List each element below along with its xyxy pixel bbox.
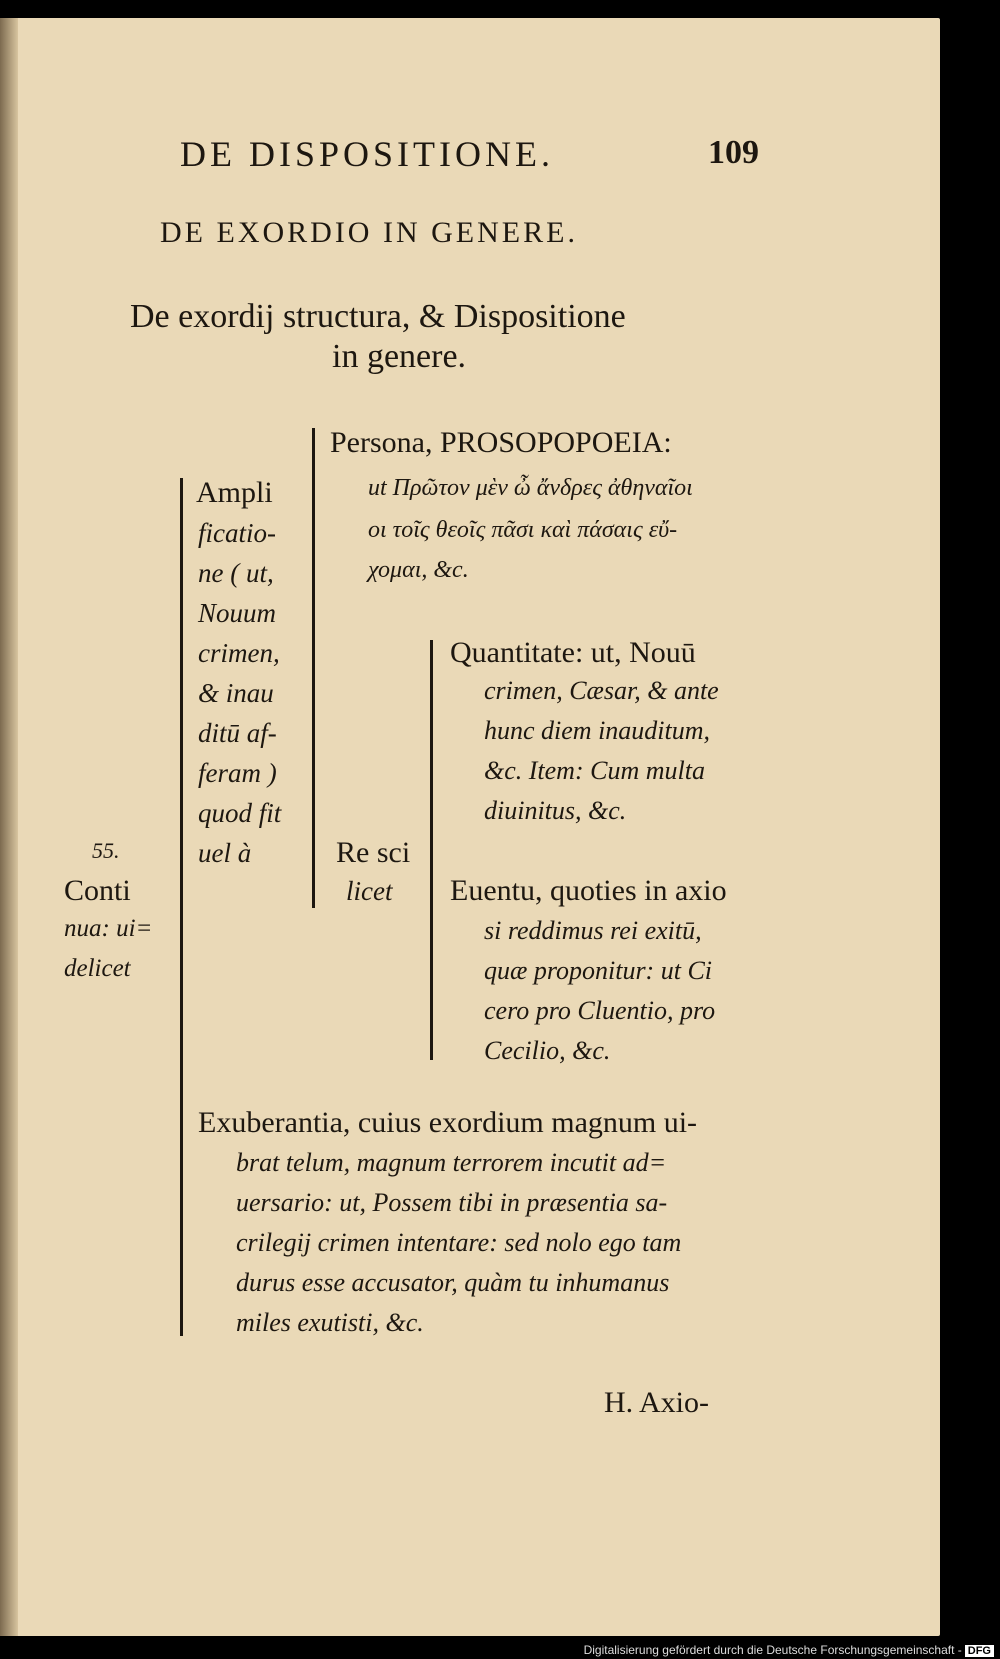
exub-line-2: brat telum, magnum terrorem incutit ad= (236, 1148, 667, 1177)
left-line-2: nua: ui= (64, 915, 153, 942)
book-page (0, 18, 940, 1636)
bracket-amplificatione (180, 478, 183, 1178)
persona-line-2: ut Πρῶτον μὲν ὦ ἄνδρες ἀθηναῖοι (368, 475, 693, 501)
euentu-line-1: Euentu, quoties in axio (450, 874, 727, 907)
ampl-line-7: ditū af- (198, 718, 277, 748)
ampl-line-2: ficatio- (198, 518, 276, 548)
euentu-line-3: quæ proponitur: ut Ci (484, 956, 713, 985)
ampl-line-6: & inau (198, 678, 274, 708)
quant-line-5: diuinitus, &c. (484, 796, 627, 825)
exub-line-1: Exuberantia, cuius exordium magnum ui- (198, 1106, 698, 1139)
catchword: H. Axio- (604, 1386, 709, 1419)
ampl-line-5: crimen, (198, 638, 280, 668)
ampl-line-8: feram ) (198, 758, 277, 788)
ampl-line-1: Ampli (196, 476, 273, 509)
ampl-line-9: quod fit (198, 798, 282, 828)
bracket-quantitate (430, 640, 433, 1060)
quant-line-1: Quantitate: ut, Nouū (450, 636, 696, 669)
persona-line-3: οι τοῖς θεοῖς πᾶσι καὶ πάσαις εὔ- (368, 517, 678, 543)
exub-line-5: durus esse accusator, quàm tu inhumanus (236, 1268, 670, 1297)
ampl-line-4: Nouum (198, 598, 277, 628)
section-number: 55. (92, 838, 120, 863)
running-title: DE DISPOSITIONE. (180, 134, 554, 174)
dfg-logo: DFG (965, 1645, 994, 1657)
euentu-line-2: si reddimus rei exitū, (484, 916, 702, 945)
ampl-line-3: ne ( ut, (198, 558, 274, 588)
quant-line-4: &c. Item: Cum multa (484, 756, 705, 785)
ampl-line-10: uel à (198, 838, 252, 868)
exub-line-6: miles exutisti, &c. (236, 1308, 424, 1337)
footer-text: Digitalisierung gefördert durch die Deutsche Forschungsgemeinschaft - (583, 1643, 962, 1657)
bracket-top-line (312, 428, 315, 908)
subtitle-line-1: De exordij structura, & Dispositione (130, 298, 626, 335)
quant-line-2: crimen, Cæsar, & ante (484, 676, 719, 705)
left-line-3: delicet (64, 955, 131, 982)
digitization-footer (584, 1643, 994, 1657)
page-number: 109 (708, 134, 759, 171)
euentu-line-5: Cecilio, &c. (484, 1036, 611, 1065)
persona-line-4: χομαι, &c. (368, 557, 469, 583)
re-sci: Re sci (336, 836, 411, 869)
exub-line-4: crilegij crimen intentare: sed nolo ego tam (236, 1228, 682, 1257)
left-line-1: Conti (64, 874, 131, 907)
persona-line-1: Persona, PROSOPOPOEIA: (330, 426, 672, 459)
subtitle-line-2: in genere. (332, 338, 467, 375)
section-title: DE EXORDIO IN GENERE. (160, 216, 578, 249)
euentu-line-4: cero pro Cluentio, pro (484, 996, 716, 1025)
bracket-exuberantia (180, 1106, 183, 1336)
exub-line-3: uersario: ut, Possem tibi in præsentia sa- (236, 1188, 668, 1217)
licet: licet (346, 876, 393, 906)
quant-line-3: hunc diem inauditum, (484, 716, 711, 745)
